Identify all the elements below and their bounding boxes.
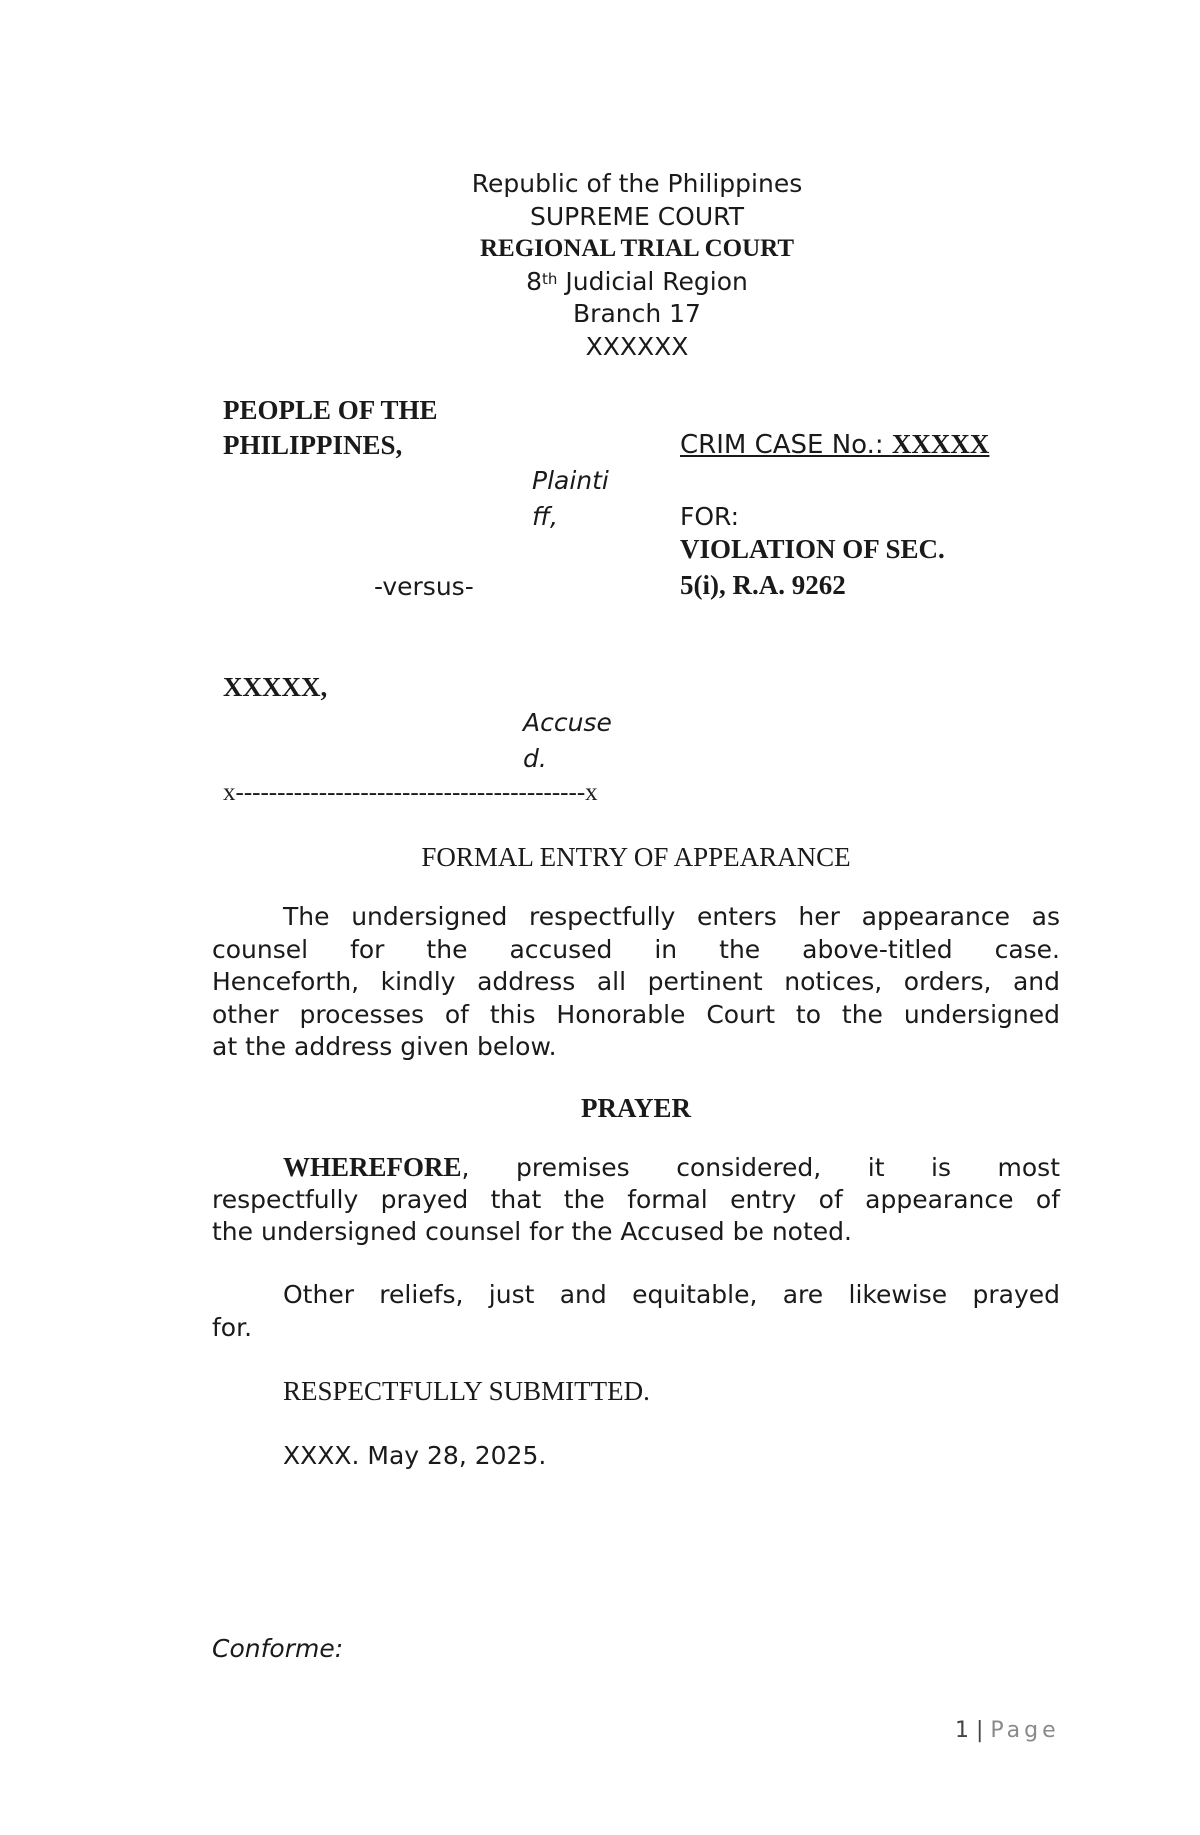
prayer-heading: PRAYER <box>580 1093 692 1123</box>
region-text: Judicial Region <box>557 266 748 296</box>
caption-separator: x------------------------------------------x <box>223 779 598 806</box>
plaintiff-role-line2: ff, <box>532 502 558 531</box>
document-title: FORMAL ENTRY OF APPEARANCE <box>421 842 851 872</box>
other-reliefs-paragraph <box>212 1279 1060 1344</box>
region-line <box>0 266 1200 299</box>
reliefs-line: for. <box>212 1312 253 1342</box>
page-word: Page <box>990 1718 1060 1743</box>
supreme-court-line: SUPREME COURT <box>530 201 744 231</box>
accused-role-line2: d. <box>523 744 547 773</box>
prayer-line: respectfully prayed that the formal entry of appearance of <box>212 1184 1060 1214</box>
accused-role-line1: Accuse <box>523 708 612 737</box>
court-header <box>0 168 1200 363</box>
charge-line2: 5(i), R.A. 9262 <box>680 570 846 600</box>
reliefs-line: Other reliefs, just and equitable, are likewise prayed <box>283 1280 1060 1309</box>
plaintiff-role-line1: Plainti <box>532 466 609 495</box>
appearance-paragraph <box>212 901 1060 1064</box>
paragraph-line: The undersigned respectfully enters her appearance as <box>283 902 1060 931</box>
wherefore-word: WHEREFORE <box>283 1152 462 1182</box>
location-line: XXXXXX <box>585 331 689 361</box>
date-line: XXXX. May 28, 2025. <box>283 1441 547 1470</box>
plaintiff-name-line2: PHILIPPINES, <box>223 430 403 460</box>
region-ordinal: th <box>542 269 558 288</box>
paragraph-line: other processes of this Honorable Court to the undersigned <box>212 999 1060 1029</box>
republic-line: Republic of the Philippines <box>471 169 803 198</box>
footer-separator: | <box>969 1718 991 1743</box>
rtc-line: REGIONAL TRIAL COURT <box>479 235 794 262</box>
page-number: 1 <box>955 1718 969 1743</box>
paragraph-line: Henceforth, kindly address all pertinent notices, orders, and <box>212 967 1060 996</box>
respectfully-submitted: RESPECTFULLY SUBMITTED. <box>283 1376 650 1406</box>
case-number-line <box>680 429 989 460</box>
plaintiff-name-line1: PEOPLE OF THE <box>223 395 438 425</box>
prayer-line1-rest: , premises considered, it is most <box>461 1153 1060 1182</box>
case-label: CRIM CASE No.: <box>680 430 892 460</box>
for-label: FOR: <box>680 502 740 531</box>
prayer-line <box>212 1151 1060 1184</box>
region-number: 8 <box>526 266 543 296</box>
page-footer <box>955 1718 1060 1743</box>
accused-name: XXXXX, <box>223 672 328 702</box>
branch-line: Branch 17 <box>573 299 701 328</box>
conforme-label: Conforme: <box>212 1634 344 1663</box>
case-number: XXXXX <box>891 429 990 459</box>
paragraph-line: at the address given below. <box>212 1032 557 1061</box>
prayer-line: the undersigned counsel for the Accused be noted. <box>212 1217 852 1246</box>
paragraph-line: counsel for the accused in the above-titled case. <box>212 934 1060 964</box>
prayer-paragraph <box>212 1151 1060 1249</box>
versus-label: -versus- <box>374 572 474 601</box>
charge-line1: VIOLATION OF SEC. <box>680 534 945 564</box>
